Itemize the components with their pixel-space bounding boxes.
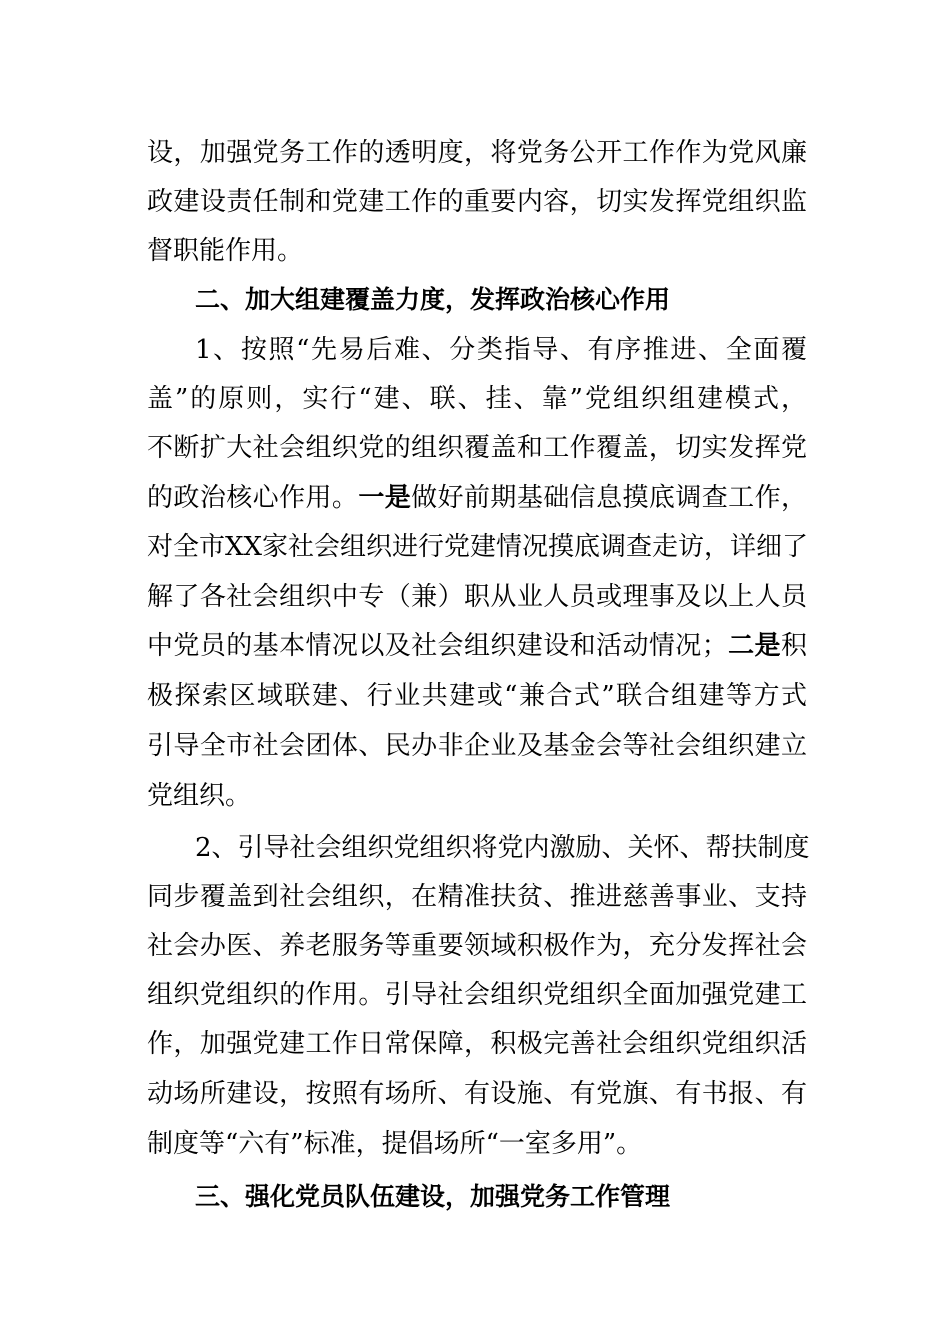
- paragraph-line: [147, 621, 807, 671]
- paragraph-line: 政建设责任制和党建工作的重要内容，切实发挥党组织监: [147, 187, 807, 217]
- paragraph-line: 制度等“六有”标准，提倡场所“一室多用”。: [147, 1129, 643, 1159]
- paragraph-line: 设，加强党务工作的透明度，将党务公开工作作为党风廉: [147, 138, 807, 168]
- text-run: 积: [780, 631, 807, 661]
- paragraph-line: 组织党组织的作用。引导社会组织党组织全面加强党建工: [147, 980, 807, 1010]
- text-run: 中党员的基本情况以及社会组织建设和活动情况；: [147, 631, 728, 661]
- paragraph-line: 督职能作用。: [147, 236, 304, 266]
- paragraph-line: 2、引导社会组织党组织将党内激励、关怀、帮扶制度: [195, 833, 810, 863]
- text-run: 的政治核心作用。: [147, 483, 359, 513]
- paragraph-line: 盖”的原则，实行“建、联、挂、靠”党组织组建模式，: [147, 384, 807, 414]
- paragraph-line: 同步覆盖到社会组织，在精准扶贫、推进慈善事业、支持: [147, 882, 807, 912]
- paragraph-line: 党组织。: [147, 781, 252, 811]
- paragraph-line: 1、按照“先易后难、分类指导、有序推进、全面覆: [195, 335, 807, 365]
- paragraph-line: 社会办医、养老服务等重要领域积极作为，充分发挥社会: [147, 931, 807, 961]
- paragraph-line: 引导全市社会团体、民办非企业及基金会等社会组织建立: [147, 731, 807, 761]
- text-run: 做好前期基础信息摸底调查工作，: [411, 483, 807, 513]
- paragraph-line: 作，加强党建工作日常保障，积极完善社会组织党组织活: [147, 1029, 807, 1059]
- emphasis-text: 一是: [358, 483, 412, 513]
- paragraph-line: [147, 473, 807, 523]
- paragraph-line: 解了各社会组织中专（兼）职从业人员或理事及以上人员: [147, 582, 807, 612]
- paragraph-line: 极探索区域联建、行业共建或“兼合式”联合组建等方式: [147, 681, 807, 711]
- section-heading: 二、加大组建覆盖力度，发挥政治核心作用: [195, 285, 671, 314]
- section-heading: 三、强化党员队伍建设，加强党务工作管理: [195, 1182, 671, 1211]
- paragraph-line: 对全市XX家社会组织进行党建情况摸底调查走访，详细了: [147, 532, 809, 562]
- paragraph-line: 不断扩大社会组织党的组织覆盖和工作覆盖，切实发挥党: [147, 433, 807, 463]
- paragraph-line: 动场所建设，按照有场所、有设施、有党旗、有书报、有: [147, 1079, 807, 1109]
- emphasis-text: 二是: [727, 631, 781, 661]
